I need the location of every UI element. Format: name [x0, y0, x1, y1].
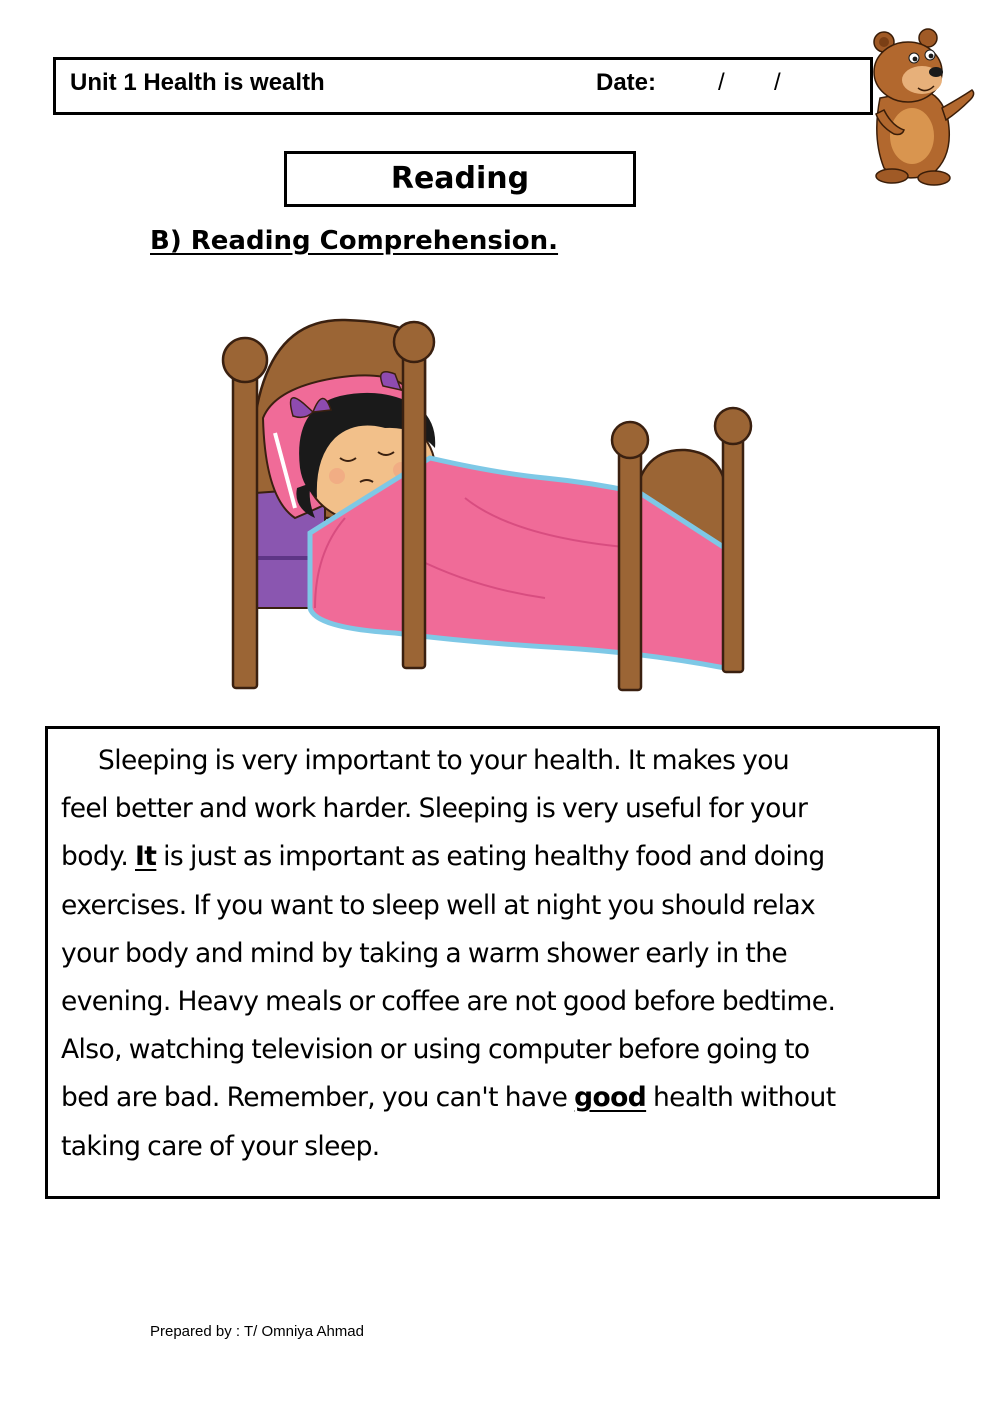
date-separator: /	[718, 69, 725, 96]
bed-post	[723, 434, 743, 672]
underlined-word-it: It	[135, 841, 157, 873]
underlined-word-good: good	[574, 1082, 647, 1114]
footer-credit: Prepared by : T/ Omniya Ahmad	[150, 1323, 364, 1340]
reading-passage	[61, 737, 931, 1171]
bed-post	[403, 356, 425, 668]
passage-box	[45, 726, 940, 1199]
passage-line: your body and mind by taking a warm shower early in the	[61, 937, 788, 969]
bed-post	[619, 448, 641, 690]
page-title: Reading	[390, 161, 530, 196]
passage-line: feel better and work harder. Sleeping is very useful for your	[61, 793, 808, 825]
passage-line: Sleeping is very important to your health. It makes you	[98, 745, 790, 776]
section-heading: B) Reading Comprehension.	[150, 226, 559, 256]
passage-line: evening. Heavy meals or coffee are not good before bedtime.	[61, 986, 836, 1018]
header-box	[53, 57, 873, 115]
passage-text: health without	[646, 1082, 836, 1114]
girl-sleeping-in-bed	[215, 308, 760, 698]
date-label: Date:	[596, 69, 657, 96]
passage-line: Also, watching television or using computer before going to	[61, 1034, 810, 1066]
bear-icon	[862, 28, 978, 188]
date-separator: /	[774, 69, 781, 96]
reading-title-box	[284, 151, 636, 207]
passage-text: bed are bad. Remember, you can't have	[61, 1082, 575, 1114]
unit-title: Unit 1 Health is wealth	[70, 69, 325, 96]
passage-line: taking care of your sleep.	[61, 1130, 380, 1162]
passage-line	[61, 1074, 931, 1122]
passage-line: exercises. If you want to sleep well at night you should relax	[61, 889, 816, 921]
bed-post	[233, 366, 257, 688]
passage-text: body.	[61, 841, 136, 873]
passage-text: is just as important as eating healthy food and doing	[156, 841, 825, 873]
passage-line	[61, 833, 931, 881]
